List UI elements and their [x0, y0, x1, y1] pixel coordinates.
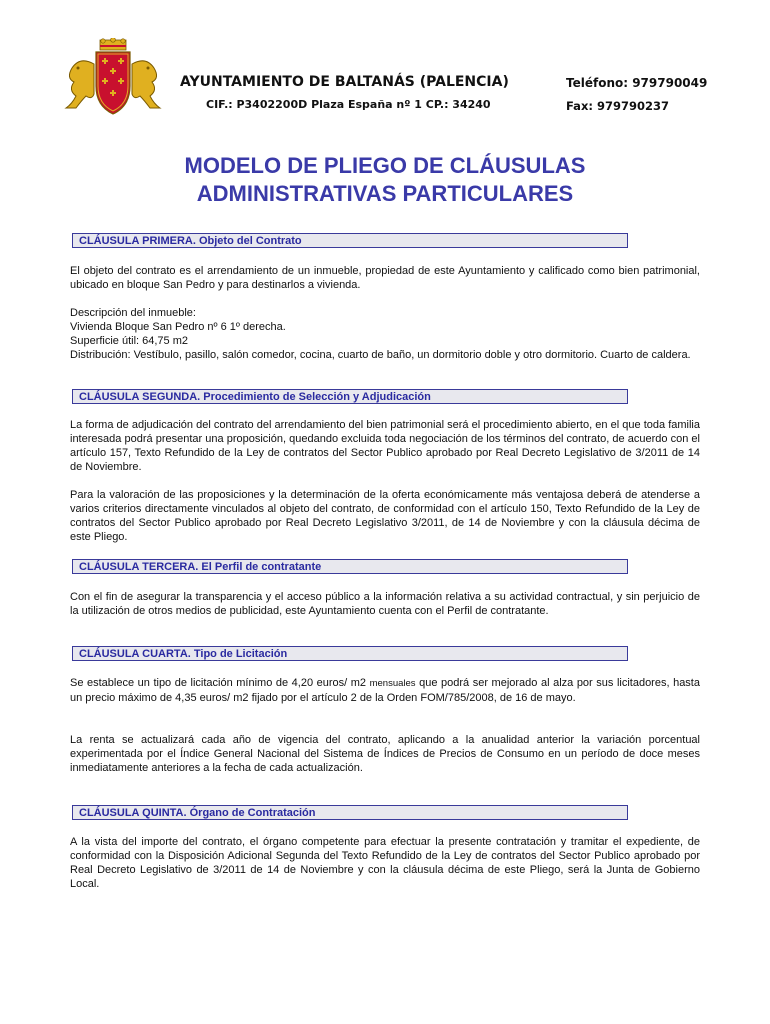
phone-number: Teléfono: 979790049	[566, 76, 708, 90]
clause-heading-tercera: CLÁUSULA TERCERA. El Perfil de contratante	[72, 559, 628, 574]
document-title-line1: MODELO DE PLIEGO DE CLÁUSULAS	[184, 153, 586, 178]
clause-body-cuarta-2	[70, 733, 700, 775]
price-text-monthly: mensuales	[369, 678, 416, 689]
municipality-title: AYUNTAMIENTO DE BALTANÁS (PALENCIA)	[180, 74, 509, 90]
paragraph	[70, 676, 700, 705]
paragraph: La forma de adjudicación del contrato del arrendamiento del bien patrimonial será el procedimiento abierto, en el que toda familia interesada podrá presentar una proposición, quedando excluida toda negociación de los términos del contrato, de acuerdo con el artículo 157, Texto Refundido de la Ley de contratos del Sector Publico aprobado por Real Decreto Legislativo de 3/2011 de 14 de Noviembre.	[70, 419, 700, 473]
municipality-address: CIF.: P3402200D Plaza España nº 1 CP.: 34240	[206, 98, 491, 111]
clause-body-segunda-2	[70, 488, 700, 544]
paragraph: La renta se actualizará cada año de vigencia del contrato, aplicando a la anualidad anterior la variación porcentual experimentada por el Índice General Nacional del Sistema de Índices de Precios de Consumo en un período de doce meses inmediatamente anteriores a la fecha de cada actualización.	[70, 734, 700, 774]
clause-body-primera	[70, 264, 700, 292]
property-description	[70, 306, 700, 362]
clause-heading-quinta: CLÁUSULA QUINTA. Órgano de Contratación	[72, 805, 628, 820]
clause-body-quinta	[70, 835, 700, 891]
clause-body-segunda	[70, 418, 700, 474]
document-title	[0, 152, 770, 208]
clause-body-tercera	[70, 590, 700, 618]
clause-heading-primera: CLÁUSULA PRIMERA. Objeto del Contrato	[72, 233, 628, 248]
clause-body-cuarta	[70, 676, 700, 705]
description-line: Distribución: Vestíbulo, pasillo, salón comedor, cocina, cuarto de baño, un dormitorio doble y otro dormitorio. Cuarto de caldera.	[70, 349, 691, 361]
description-line: Superficie útil: 64,75 m2	[70, 335, 189, 347]
price-text-b: que podrá ser mejorado al alza por sus licitadores, hasta un precio máximo de 4,35 euros/ m2 fijado por el artículo 2 de la Orden FOM/785/2008, de 16 de mayo.	[70, 677, 700, 704]
document-title-line2: ADMINISTRATIVAS PARTICULARES	[196, 181, 574, 206]
paragraph: El objeto del contrato es el arrendamiento de un inmueble, propiedad de este Ayuntamiento y calificado como bien patrimonial, ubicado en bloque San Pedro y para destinarlos a vivienda.	[70, 265, 700, 291]
paragraph: Para la valoración de las proposiciones y la determinación de la oferta económicamente más ventajosa deberá de atenderse a varios criterios directamente vinculados al objeto del contrato, de conformidad con el artículo 150, Texto Refundido de la Ley de contratos del Sector Publico aprobado por Real Decreto Legislativo 3/2011, de 14 de Noviembre y con la cláusula décima de este Pliego.	[70, 489, 700, 543]
fax-number: Fax: 979790237	[566, 99, 669, 113]
clause-heading-segunda: CLÁUSULA SEGUNDA. Procedimiento de Selección y Adjudicación	[72, 389, 628, 404]
price-text-a: Se establece un tipo de licitación mínimo de 4,20 euros/ m2	[70, 677, 370, 689]
paragraph: Con el fin de asegurar la transparencia y el acceso público a la información relativa a su actividad contractual, y sin perjuicio de la utilización de otros medios de publicidad, este Ayuntamiento cuenta con el Perfil de contratante.	[70, 591, 700, 617]
coat-of-arms-icon	[62, 38, 164, 120]
paragraph: A la vista del importe del contrato, el órgano competente para efectuar la presente contratación y tramitar el expediente, de conformidad con la Disposición Adicional Segunda del Texto Refundido de la Ley de contratos del Sector Publico aprobado por Real Decreto Legislativo de 3/2011 de 14 de Noviembre y con la cláusula décima de este Pliego, será la Junta de Gobierno Local.	[70, 836, 700, 890]
description-line: Descripción del inmueble:	[70, 307, 196, 319]
clause-heading-cuarta: CLÁUSULA CUARTA. Tipo de Licitación	[72, 646, 628, 661]
description-line: Vivienda Bloque San Pedro nº 6 1º derecha.	[70, 321, 286, 333]
